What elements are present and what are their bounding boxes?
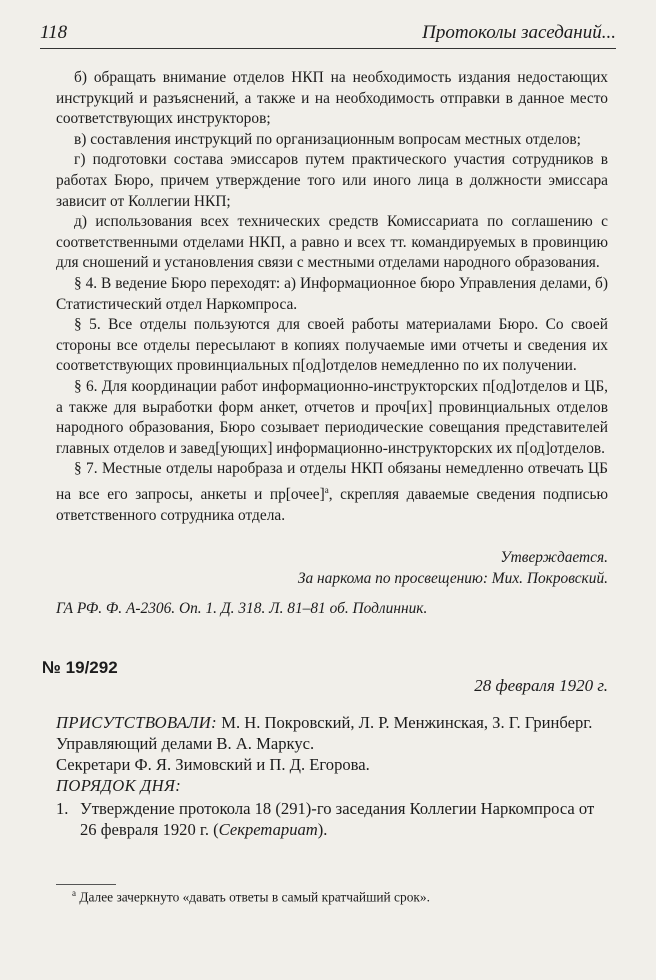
archive-source: ГА РФ. Ф. А-2306. Оп. 1. Д. 318. Л. 81–81 об. Подлинник. xyxy=(56,600,428,618)
paragraph-7 xyxy=(56,459,608,526)
agenda-item-author: Секретариат xyxy=(218,820,318,839)
running-title: Протоколы заседаний... xyxy=(422,22,616,43)
paragraph: б) обращать внимание отделов НКП на необходимость издания недостающих инструкций и разъяснений, а также и на необходимость отправки в данное место соответствующих инструкторов; xyxy=(56,69,608,128)
protocol-body xyxy=(56,68,608,620)
agenda-item-end: ). xyxy=(317,820,328,839)
page-number: 118 xyxy=(40,22,68,43)
manager-line: Управляющий делами В. А. Маркус. xyxy=(56,734,315,753)
secretaries-line: Секретари Ф. Я. Зимовский и П. Д. Егорова. xyxy=(56,755,370,774)
paragraph-7-tail: , скрепляя даваемые сведения подписью ответственного сотрудника отдела. xyxy=(56,486,609,524)
paragraph: § 4. В ведение Бюро переходят: а) Информационное бюро Управления делами, б) Статистический отдел Наркомпроса. xyxy=(56,274,608,313)
present-names: М. Н. Покровский, Л. Р. Менжинская, З. Г. Гринберг. xyxy=(217,713,593,732)
signature-line: За наркома по просвещению: Мих. Покровский. xyxy=(297,569,608,587)
paragraph: д) использования всех технических средств Комиссариата по соглашению с соответственными отделами НКП, а равно и всех тт. командируемых в провинцию для сношений и установления связи с местными отделами народного образования. xyxy=(56,213,608,272)
agenda-item xyxy=(56,798,608,840)
approval-line: Утверждается. xyxy=(500,549,608,567)
minutes-block xyxy=(56,712,608,840)
agenda-item-text xyxy=(80,798,608,840)
footnote-marker-bottom: а xyxy=(72,888,76,898)
paragraph: § 6. Для координации работ информационно-инструкторских п[од]отделов и ЦБ, а также для выработки форм анкет, отчетов и проч[их] провинциальных отделов народного образования, Бюро созывает периодические совещания представителей главных отделов и завед[ующих] информационно-инструкторских их п[од]отделов. xyxy=(56,377,608,457)
footnote-divider xyxy=(56,884,116,885)
paragraph: г) подготовки состава эмиссаров путем практического участия сотрудников в работах Бюро, причем утверждение того или иного лица в должности эмиссара зависит от Коллегии НКП; xyxy=(56,151,608,210)
present-line xyxy=(56,712,608,733)
agenda-item-body: Утверждение протокола 18 (291)-го заседания Коллегии Наркомпроса от 26 февраля 1920 г. ( xyxy=(80,799,595,839)
paragraph: в) составления инструкций по организационным вопросам местных отделов; xyxy=(74,130,581,148)
agenda-label: ПОРЯДОК ДНЯ: xyxy=(56,776,182,795)
paragraph-7-text: § 7. Местные отделы наробраза и отделы НКП обязаны немедленно отвечать ЦБ на все его запросы, анкеты и пр[очее] xyxy=(56,460,608,503)
document-date: 28 февраля 1920 г. xyxy=(474,676,608,695)
document-number: № 19/292 xyxy=(42,658,118,677)
page-header xyxy=(40,22,616,49)
present-label: ПРИСУТСТВОВАЛИ: xyxy=(56,713,218,732)
paragraph: § 5. Все отделы пользуются для своей работы материалами Бюро. Со своей стороны все отделы пересылают в копиях получаемые ими отчеты и сведения их соответствующих провинциальных п[од]отделов немедленно по их получении. xyxy=(56,316,608,375)
footnote xyxy=(72,888,430,905)
footnote-text: Далее зачеркнуто «давать ответы в самый кратчайший срок». xyxy=(76,889,430,905)
agenda-item-number: 1. xyxy=(56,799,69,818)
footnote-marker: а xyxy=(324,484,329,495)
